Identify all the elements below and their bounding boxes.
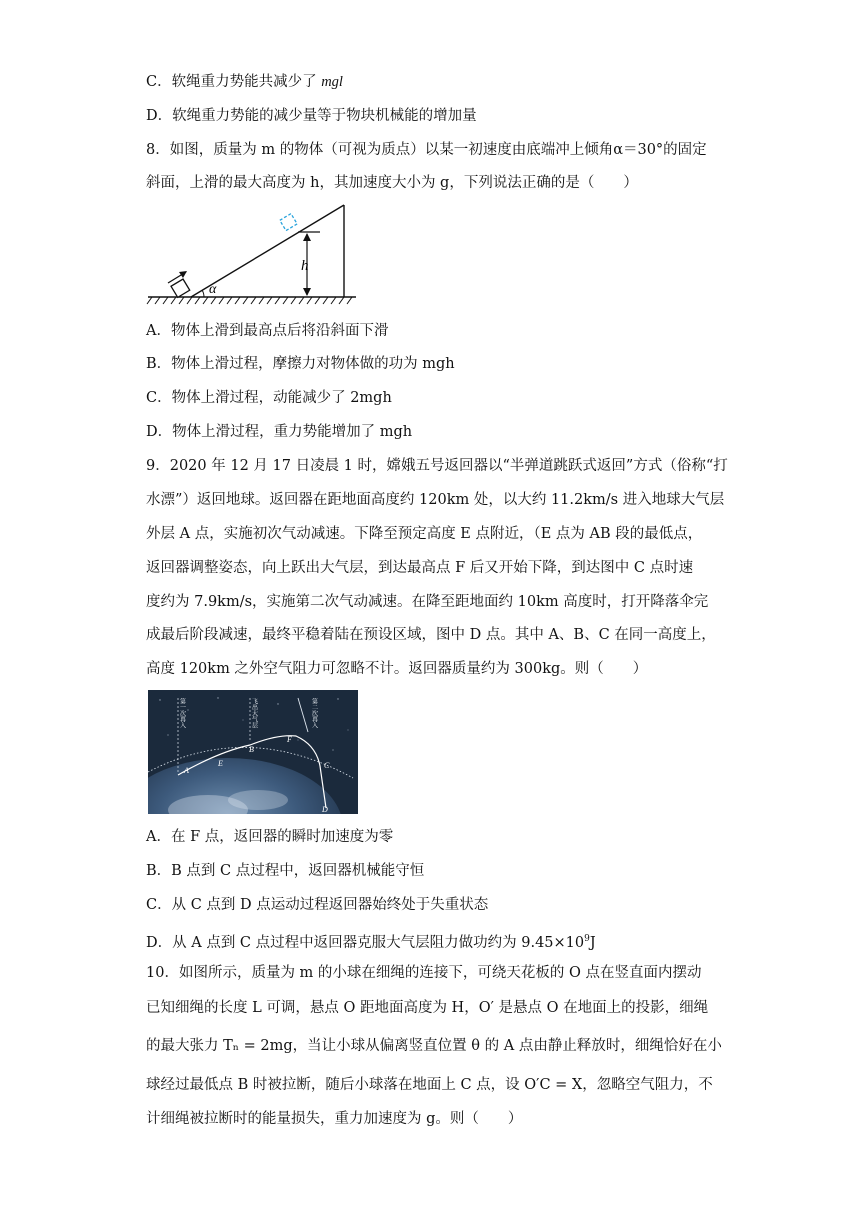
point-A: A	[184, 766, 189, 775]
q9-stem-line4: 返回器调整姿态，向上跃出大气层，到达最高点 F 后又开始下降，到达图中 C 点时速	[146, 560, 694, 576]
q8-stem-line2: 斜面，上滑的最大高度为 h，其加速度大小为 g，下列说法正确的是（ ）	[146, 175, 638, 191]
q7-option-c: C．软绳重力势能共减少了 mgl	[146, 74, 343, 90]
alpha-label: α	[209, 282, 217, 297]
point-D: D	[322, 805, 328, 814]
q8-option-d: D．物体上滑过程，重力势能增加了 mgh	[146, 424, 413, 440]
q8-option-c: C．物体上滑过程，动能减少了 2mgh	[146, 390, 392, 406]
q9-stem-line2: 水漂”）返回地球。返回器在距地面高度约 120km 处，以大约 11.2km/s 进入地球大气层	[146, 492, 725, 508]
alpha-arc	[202, 290, 204, 297]
q10-stem-line5: 计细绳被拉断时的能量损失，重力加速度为 g。则（ ）	[146, 1111, 523, 1127]
label-first-reentry: 第一次再入	[178, 698, 186, 728]
q10-stem-line3: 的最大张力 Tₙ = 2mg，当让小球从偏离竖直位置 θ 的 A 点由静止释放时，细绳恰好在小	[146, 1038, 722, 1054]
label-exit-atmosphere: 飞出大气层	[250, 698, 258, 728]
point-B: B	[249, 745, 254, 754]
q9-stem-line1: 9．2020 年 12 月 17 日凌晨 1 时，嫦娥五号返回器以“半弹道跳跃式返回”方式（俗称“打	[146, 458, 728, 474]
earth-trajectory-figure	[148, 690, 358, 814]
q9-option-b: B．B 点到 C 点过程中，返回器机械能守恒	[146, 863, 425, 879]
incline-figure	[146, 200, 361, 312]
q9-option-c: C．从 C 点到 D 点运动过程返回器始终处于失重状态	[146, 897, 489, 913]
q9-stem-line3: 外层 A 点，实施初次气动减速。下降至预定高度 E 点附近，（E 点为 AB 段的最低点，	[146, 526, 703, 542]
q9-stem-line6: 成最后阶段减速，最终平稳着陆在预设区域，图中 D 点。其中 A、B、C 在同一高度上，	[146, 627, 716, 643]
block	[171, 279, 190, 297]
point-E: E	[218, 759, 223, 768]
q9-option-a: A．在 F 点，返回器的瞬时加速度为零	[146, 829, 394, 845]
q9-option-d: D．从 A 点到 C 点过程中返回器克服大气层阻力做功约为 $9.45\times 10^9J$	[146, 934, 596, 951]
q8-option-b: B．物体上滑过程，摩擦力对物体做的功为 mgh	[146, 356, 455, 372]
q9-stem-line7: 高度 120km 之外空气阻力可忽略不计。返回器质量约为 300kg。则（ ）	[146, 661, 648, 677]
q8-option-a: A．物体上滑到最高点后将沿斜面下滑	[146, 323, 389, 339]
q9-stem-line5: 度约为 7.9km/s，实施第二次气动减速。在降至距地面约 10km 高度时，打开降落伞完	[146, 594, 709, 610]
q10-stem-line4: 球经过最低点 B 时被拉断，随后小球落在地面上 C 点，设 O′C = X，忽略空气阻力，不	[146, 1077, 713, 1093]
q8-stem-line1: 8．如图，质量为 m 的物体（可视为质点）以某一初速度由底端冲上倾角α＝30°的固定	[146, 142, 707, 158]
q7-option-d: D．软绳重力势能的减少量等于物块机械能的增加量	[146, 108, 477, 124]
point-F: F	[287, 735, 292, 744]
label-second-reentry: 第二次再入	[310, 698, 318, 728]
q10-stem-line2: 已知细绳的长度 L 可调，悬点 O 距地面高度为 H，O′ 是悬点 O 在地面上的投影，细绳	[146, 1000, 709, 1016]
point-C: C	[324, 761, 330, 770]
block-top-dashed	[280, 214, 297, 231]
h-label: h	[301, 258, 309, 274]
q10-stem-line1: 10．如图所示，质量为 m 的小球在细绳的连接下，可绕天花板的 O 点在竖直面内摆动	[146, 965, 702, 981]
